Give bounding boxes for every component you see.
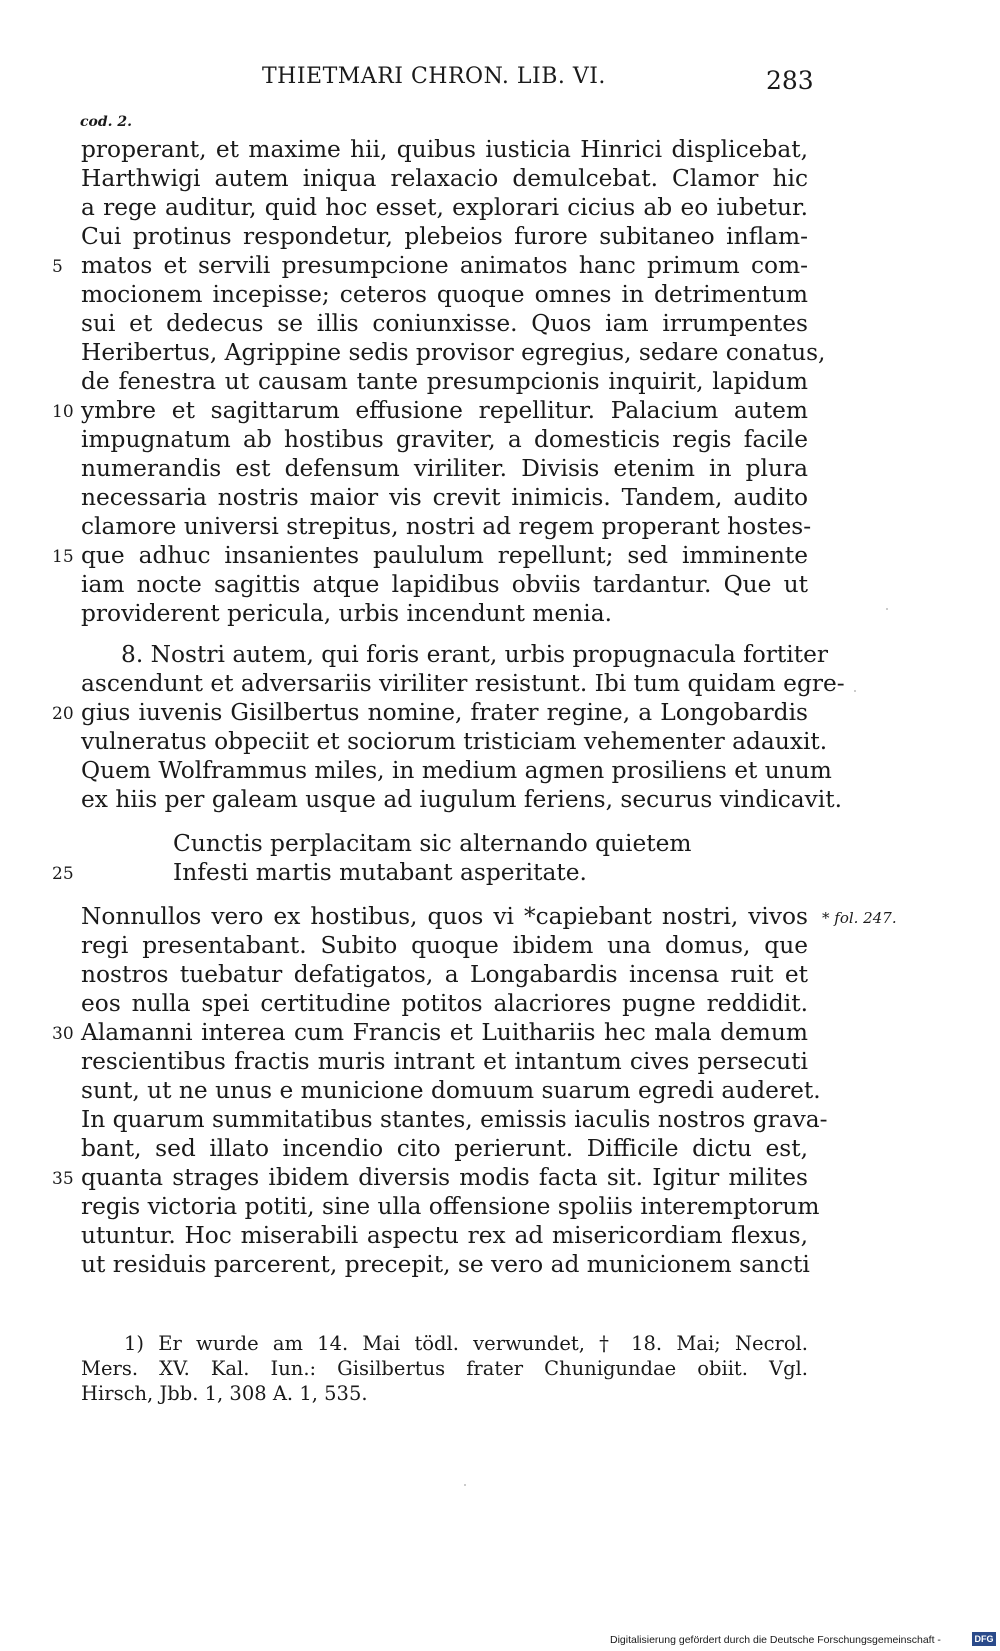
line-number: 20 <box>52 704 74 724</box>
footnote-line: Hirsch, Jbb. 1, 308 A. 1, 535. <box>81 1382 368 1405</box>
body-line: clamore universi strepitus, nostri ad regem properant hostes- <box>81 513 812 540</box>
scan-speck <box>886 608 888 610</box>
digitization-credit: Digitalisierung gefördert durch die Deutsche Forschungsgemeinschaft - <box>610 1634 941 1646</box>
line-number: 5 <box>52 257 63 277</box>
line-number: 15 <box>52 547 74 567</box>
scan-speck <box>464 1484 466 1486</box>
body-line: Harthwigi autem iniqua relaxacio demulcebat. Clamor hic <box>81 165 808 192</box>
body-line: ascendunt et adversariis viriliter resistunt. Ibi tum quidam egre- <box>81 670 845 697</box>
body-line: de fenestra ut causam tante presumpcionis inquirit, lapidum <box>81 368 808 395</box>
body-line: Quem Wolframmus miles, in medium agmen prosiliens et unum <box>81 757 832 784</box>
body-line: In quarum summitatibus stantes, emissis iaculis nostros grava- <box>81 1106 828 1133</box>
body-line: properant, et maxime hii, quibus iusticia Hinrici displicebat, <box>81 136 808 163</box>
body-line: Nonnullos vero ex hostibus, quos vi *capiebant nostri, vivos <box>81 903 808 930</box>
body-line: utuntur. Hoc miserabili aspectu rex ad misericordiam flexus, <box>81 1222 808 1249</box>
body-line: providerent pericula, urbis incendunt menia. <box>81 600 613 627</box>
body-line: regi presentabant. Subito quoque ibidem una domus, que <box>81 932 808 959</box>
body-line: nostros tuebatur defatigatos, a Longabardis incensa ruit et <box>81 961 808 988</box>
footnote-line: 1) Er wurde am 14. Mai tödl. verwundet, † 18. Mai; Necrol. <box>124 1332 808 1355</box>
running-title: THIETMARI CHRON. LIB. VI. <box>262 64 606 89</box>
folio-margin-note: * fol. 247. <box>822 909 897 927</box>
body-line: Cui protinus respondetur, plebeios furore subitaneo inflam- <box>81 223 808 250</box>
body-line: quanta strages ibidem diversis modis facta sit. Igitur milites <box>81 1164 808 1191</box>
body-line: sui et dedecus se illis coniunxisse. Quos iam irrumpentes <box>81 310 808 337</box>
body-line: ymbre et sagittarum effusione repellitur. Palacium autem <box>81 397 808 424</box>
body-line: iam nocte sagittis atque lapidibus obviis tardantur. Que ut <box>81 571 808 598</box>
scan-speck <box>854 690 856 692</box>
body-line: rescientibus fractis muris intrant et intantum cives persecuti <box>81 1048 808 1075</box>
line-number: 10 <box>52 402 74 422</box>
codex-label: cod. 2. <box>80 114 133 130</box>
body-line: impugnatum ab hostibus graviter, a domesticis regis facile <box>81 426 808 453</box>
body-line: matos et servili presumpcione animatos hanc primum com- <box>81 252 808 279</box>
body-line: numerandis est defensum viriliter. Divisis etenim in plura <box>81 455 808 482</box>
body-line: a rege auditur, quid hoc esset, explorari cicius ab eo iubetur. <box>81 194 808 221</box>
line-number: 25 <box>52 864 74 884</box>
body-line: Alamanni interea cum Francis et Luithariis hec mala demum <box>81 1019 808 1046</box>
body-line: que adhuc insanientes paululum repellunt; sed imminente <box>81 542 808 569</box>
page-number: 283 <box>766 66 814 95</box>
dfg-logo: DFG <box>972 1632 996 1646</box>
body-line: vulneratus obpeciit et sociorum tristiciam vehementer adauxit. <box>81 728 828 755</box>
section-8-start: 8. Nostri autem, qui foris erant, urbis propugnacula fortiter <box>121 641 829 668</box>
line-number: 35 <box>52 1169 74 1189</box>
body-line: eos nulla spei certitudine potitos alacriores pugne reddidit. <box>81 990 808 1017</box>
body-line: regis victoria potiti, sine ulla offensione spoliis interemptorum <box>81 1193 820 1220</box>
verse-line: Infesti martis mutabant asperitate. <box>173 859 587 886</box>
body-line: necessaria nostris maior vis crevit inimicis. Tandem, audito <box>81 484 808 511</box>
body-line: bant, sed illato incendio cito perierunt. Difficile dictu est, <box>81 1135 808 1162</box>
line-number: 30 <box>52 1024 74 1044</box>
body-line: gius iuvenis Gisilbertus nomine, frater regine, a Longobardis <box>81 699 808 726</box>
body-line: ut residuis parcerent, precepit, se vero ad municionem sancti <box>81 1251 810 1278</box>
verse-line: Cunctis perplacitam sic alternando quietem <box>173 830 692 857</box>
body-line: mocionem incepisse; ceteros quoque omnes in detrimentum <box>81 281 808 308</box>
body-line: ex hiis per galeam usque ad iugulum feriens, securus vindicavit. <box>81 786 843 813</box>
body-line: Heribertus, Agrippine sedis provisor egregius, sedare conatus, <box>81 339 826 366</box>
body-line: sunt, ut ne unus e municione domuum suarum egredi auderet. <box>81 1077 821 1104</box>
footnote-line: Mers. XV. Kal. Iun.: Gisilbertus frater Chunigundae obiit. Vgl. <box>81 1357 808 1380</box>
